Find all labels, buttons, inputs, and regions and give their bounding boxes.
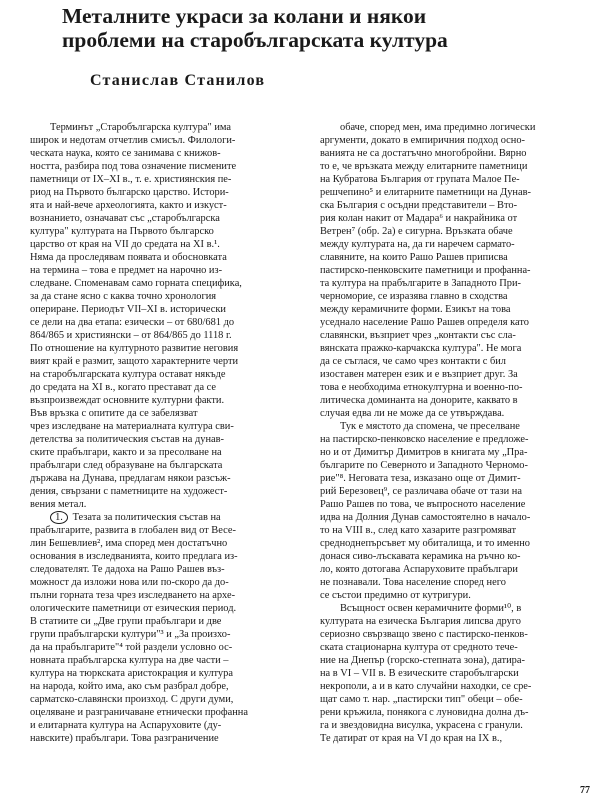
text-line: новната прабългарска култура на две части – bbox=[30, 655, 229, 666]
article-author: Станислав Станилов bbox=[90, 72, 266, 89]
text-line: ската стационарна култура от средното тече- bbox=[320, 642, 518, 653]
text-line: В статиите си „Две групи прабългари и две bbox=[30, 616, 222, 627]
text-line: 864/865 и християнски – от 864/865 до 1118 г. bbox=[30, 330, 232, 341]
right-text-column bbox=[320, 121, 578, 745]
text-line: ванията не са достатъчно многобройни. Вярно bbox=[320, 148, 527, 159]
text-line: до средата на XI в., когато престават да се bbox=[30, 382, 217, 393]
text-line: ята и най-вече археологията, както и изкуст- bbox=[30, 200, 227, 211]
text-line: не познавали. Това население според него bbox=[320, 577, 506, 588]
text-line: паметници от IX–XI в., т. е. християнския пе- bbox=[30, 174, 232, 185]
text-line: навските) прабългари. Това разграничение bbox=[30, 733, 219, 744]
text-line: вения метал. bbox=[30, 499, 87, 510]
text-line: пастирско-пенковските паметници и профанна- bbox=[320, 265, 531, 276]
text-line: да се съглася, че само чрез контакти с бил bbox=[320, 356, 506, 367]
text-line: се дели на два етапа: езически – от 680/681 до bbox=[30, 317, 235, 328]
text-line: следване. Споменавам само горната специфика, bbox=[30, 278, 242, 289]
text-line: уседнало население Рашо Рашев определя като bbox=[320, 317, 529, 328]
text-line: рия колан накит от Мадара⁶ и накрайника от bbox=[320, 213, 518, 224]
text-line: за да стане ясно с каква точно хронология bbox=[30, 291, 217, 302]
text-line: сериозно свързващо звено с пастирско-пенков- bbox=[320, 629, 528, 640]
text-line: следователят. Те дадоха на Рашо Рашев въз- bbox=[30, 564, 225, 575]
text-line: то е, че връзката между елитарните паметници bbox=[320, 161, 528, 172]
text-line: широк и недотам отчетлив смисъл. Филологи- bbox=[30, 135, 236, 146]
text-line: некрополи, а и в като случайни находки, се сре- bbox=[320, 681, 532, 692]
title-line: Металните украси за колани и някои bbox=[62, 4, 427, 28]
text-line: групи прабългарски култури"³ и „За произхо- bbox=[30, 629, 231, 640]
text-line: донася сиво-лъскавата керамика на ръчно ко- bbox=[320, 551, 521, 562]
text-line: Те датират от края на VI до края на IX в., bbox=[320, 733, 503, 744]
text-line: ността, разбира под това означение писмените bbox=[30, 161, 237, 172]
text-line: чрез изследване на материалната култура сви- bbox=[30, 421, 234, 432]
text-line: Рашо Рашев по това, че въпросното население bbox=[320, 499, 526, 510]
text-line: вият край е размит, защото характерните черти bbox=[30, 356, 239, 367]
text-line: между керамичните форми. Езикът на това bbox=[320, 304, 511, 315]
text-line: между културата на, да ги наречем сармато- bbox=[320, 239, 515, 250]
text-line: Във връзка с опитите да се забелязват bbox=[30, 408, 198, 419]
text-line: рие"⁸. Неговата теза, изказано още от Димит- bbox=[320, 473, 521, 484]
text-line: да на прабългарите"⁴ той раздели условно ос- bbox=[30, 642, 233, 653]
text-line: Няма да проследявам появата и обосновката bbox=[30, 252, 227, 263]
text-line: се състои предимно от кутригури. bbox=[320, 590, 471, 601]
text-line: Ветрен⁷ (обр. 2а) е сигурна. Връзката обаче bbox=[320, 226, 513, 237]
text-line: ска България с осъдни представители – Вто- bbox=[320, 200, 518, 211]
text-line: на термина – това е предмет на нарочно из- bbox=[30, 265, 223, 276]
text-line-content: Тезата за политическия състав на bbox=[70, 512, 221, 523]
text-line: култура" културата на Първото българско bbox=[30, 226, 214, 237]
text-line: на народа, който има, ако съм разбрал добре, bbox=[30, 681, 229, 692]
text-line: Терминът „Старобългарска култура" има bbox=[50, 122, 231, 133]
text-line: културата на езическа България липсва друго bbox=[320, 616, 521, 627]
text-line: държава на Дунава, предлагам някои разсъж- bbox=[30, 473, 231, 484]
text-line: оцеляване и разграничаване етнически профанна bbox=[30, 707, 248, 718]
text-line: Тук е мястото да спомена, че преселване bbox=[340, 421, 520, 432]
text-line: прабългари след образуване на българската bbox=[30, 460, 223, 471]
text-line: га и звездовидна висулка, украсена с гранули. bbox=[320, 720, 523, 731]
text-line: опериране. Периодът VII–XI в. исторически bbox=[30, 304, 226, 315]
text-line: черноморие, се изразява главно в сходства bbox=[320, 291, 508, 302]
text-line: Всъщност освен керамичните форми¹⁰, в bbox=[340, 603, 522, 614]
text-line: това е необходима етнокултурна и военно-по- bbox=[320, 382, 523, 393]
left-text-column bbox=[30, 121, 288, 745]
text-line: ние на Днепър (горско-степната зона), датира- bbox=[320, 655, 525, 666]
text-line: вознанието, означават със „старобългарска bbox=[30, 213, 220, 224]
text-line: лин Бешевлиев², има според мен достатъчно bbox=[30, 538, 228, 549]
text-line: та култура на прабългарите в Западното При- bbox=[320, 278, 521, 289]
text-line: идва на Долния Дунав самостоятелно в начало- bbox=[320, 512, 531, 523]
text-line: средноднепърсъвет му обиталища, и то именно bbox=[320, 538, 530, 549]
text-line: сарматско-славянски произход. С други думи, bbox=[30, 694, 234, 705]
text-line: дения, свързани с паметниците на художест- bbox=[30, 486, 228, 497]
text-line: прабългарите, развита в глобален вид от Весе- bbox=[30, 525, 236, 536]
text-line: славянски, възприет чрез „контакти със сла- bbox=[320, 330, 516, 341]
text-line: изоставен матерен език и е възприет друг. За bbox=[320, 369, 518, 380]
title-line: проблеми на старобългарската култура bbox=[62, 28, 448, 52]
text-line: вянската пражко-карчакска култура". Не мога bbox=[320, 343, 522, 354]
text-line: ло, която дотогава Аспаруховите прабългари bbox=[320, 564, 518, 575]
text-line: на Кубратова България от групата Малое Пе- bbox=[320, 174, 520, 185]
text-line: царство от края на VII до средата на XI в.¹. bbox=[30, 239, 220, 250]
text-line: рий Березовец⁹, се различава обаче от тази на bbox=[320, 486, 522, 497]
text-line: но и от Димитър Димитров в книгата му „Пра- bbox=[320, 447, 528, 458]
text-line: на в VI – VII в. В езическите старобългарски bbox=[320, 668, 519, 679]
text-line: основания в изследванията, които предлага из- bbox=[30, 551, 238, 562]
text-line: възпроизвеждат основните културни факти. bbox=[30, 395, 225, 406]
page-number: 77 bbox=[580, 785, 590, 796]
text-line: и елитарната култура на Аспаруховите (ду- bbox=[30, 720, 222, 731]
text-line: решчепино⁵ и елитарните паметници на Дунав- bbox=[320, 187, 531, 198]
text-line: то на VIII в., след като хазарите разгромяват bbox=[320, 525, 516, 536]
text-line: случая едва ли не може да се утвърждава. bbox=[320, 408, 505, 419]
text-line: обаче, според мен, има предимно логически bbox=[340, 122, 536, 133]
text-line: детелства за политическия състав на дунав- bbox=[30, 434, 225, 445]
text-line: аргументи, докато в емпиричния подход осно- bbox=[320, 135, 525, 146]
text-line: българите по Северното и Западното Черномо- bbox=[320, 460, 528, 471]
text-line: славяните, на които Рашо Рашев приписва bbox=[320, 252, 508, 263]
article-title bbox=[62, 4, 582, 52]
text-line: ологическите паметници от езическия период. bbox=[30, 603, 237, 614]
text-line: култура на тюркската аристокрация и култура bbox=[30, 668, 233, 679]
text-line: на старобългарската култура остават някъде bbox=[30, 369, 226, 380]
text-line: По отношение на културното развитие неговия bbox=[30, 343, 239, 354]
circled-marker: 1. bbox=[50, 511, 68, 524]
text-line: риод на Първото българско царство. Истори- bbox=[30, 187, 229, 198]
text-line: рени кръжила, понякога с луновидна долна дъ- bbox=[320, 707, 529, 718]
text-line: можност да изложи нова или по-скоро да до- bbox=[30, 577, 229, 588]
text-line: ческата наука, която се занимава с книжов- bbox=[30, 148, 221, 159]
text-line: на пастирско-пенковско население е предложе- bbox=[320, 434, 529, 445]
text-line: ските прабългари, както и за пресолване на bbox=[30, 447, 222, 458]
text-line: щат само т. нар. „пастирски тип" обеци – обе- bbox=[320, 694, 523, 705]
text-line: литическа доминанта на донорите, каквато в bbox=[320, 395, 518, 406]
text-line: пълни горната теза чрез изследването на архе- bbox=[30, 590, 236, 601]
text-line bbox=[30, 511, 288, 524]
